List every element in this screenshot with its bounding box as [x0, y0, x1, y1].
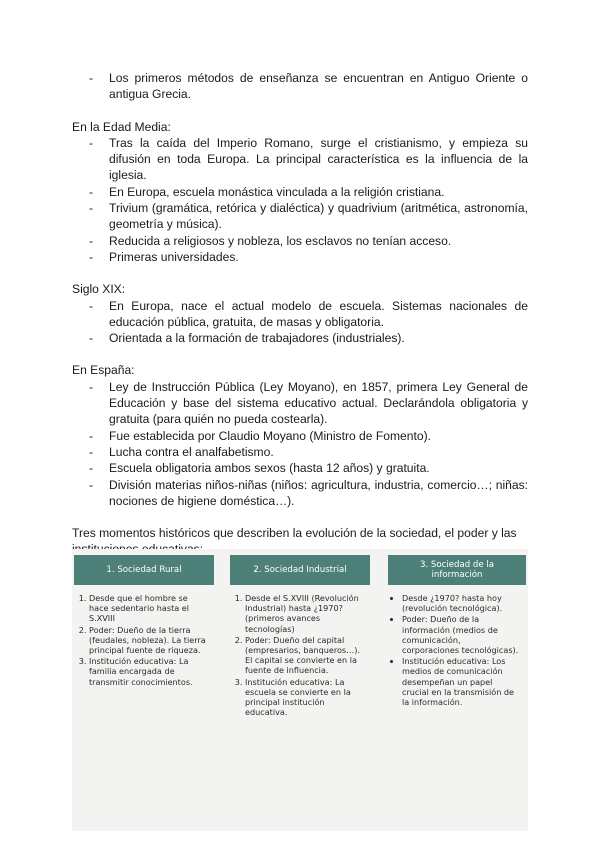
column-item: 2. Poder: Dueño de la tierra (feudales, nobleza). La tierra principal fuente de riqueza. — [89, 625, 208, 656]
society-evolution-figure — [72, 549, 528, 831]
list-item: - Ley de Instrucción Pública (Ley Moyano), en 1857, primera Ley General de Educación y base del sistema educativo actual. Declarándola obligatoria y gratuita (para quién no pueda costearla). — [72, 379, 528, 428]
edad-media-list — [72, 135, 528, 265]
list-item: - Primeras universidades. — [72, 249, 528, 265]
list-item: - Trivium (gramática, retórica y dialéctica) y quadrivium (aritmética, astronomía, geometría y música). — [72, 200, 528, 233]
column-item: • Desde ¿1970? hasta hoy (revolución tecnológica). — [402, 593, 520, 613]
espana-list — [72, 379, 528, 509]
column-sociedad-industrial — [230, 555, 370, 718]
column-title: 1. Sociedad Rural — [74, 555, 214, 585]
list-item: - Los primeros métodos de enseñanza se encuentran en Antiguo Oriente o antigua Grecia. — [72, 70, 528, 103]
column-item: 1. Desde que el hombre se hace sedentario hasta el S.XVIII — [89, 593, 208, 624]
column-sociedad-informacion — [388, 555, 526, 708]
list-item: - En Europa, escuela monástica vinculada a la religión cristiana. — [72, 184, 528, 200]
list-item: - División materias niños-niñas (niños: agricultura, industria, comercio…; niñas: nociones de higiene doméstica…). — [72, 477, 528, 510]
list-item: - Fue establecida por Claudio Moyano (Ministro de Fomento). — [72, 428, 528, 444]
column-item: 1. Desde el S.XVIII (Revolución Industrial) hasta ¿1970? (primeros avances tecnologías) — [245, 593, 364, 634]
list-item: - Lucha contra el analfabetismo. — [72, 444, 528, 460]
column-item: 2. Poder: Dueño del capital (empresarios, banqueros…). El capital se convierte en la fuente de influencia. — [245, 635, 364, 676]
section-heading-edad-media: En la Edad Media: — [72, 119, 171, 134]
column-item: 3. Institución educativa: La escuela se convierte en la principal institución educativa. — [245, 677, 364, 718]
siglo-xix-list — [72, 298, 528, 347]
section-heading-espana: En España: — [72, 363, 135, 378]
list-item: - Reducida a religiosos y nobleza, los esclavos no tenían acceso. — [72, 233, 528, 249]
figure-intro: Tres momentos históricos que describen la evolución de la sociedad, el poder y las — [72, 526, 517, 541]
list-item: - Orientada a la formación de trabajadores (industriales). — [72, 330, 528, 346]
section-heading-siglo-xix: Siglo XIX: — [72, 282, 126, 297]
column-sociedad-rural — [74, 555, 214, 688]
list-item: - Tras la caída del Imperio Romano, surge el cristianismo, y empieza su difusión en toda Europa. La principal característica es la influencia de la iglesia. — [72, 135, 528, 184]
column-title: 2. Sociedad Industrial — [230, 555, 370, 585]
column-item: 3. Institución educativa: La familia encargada de transmitir conocimientos. — [89, 656, 208, 687]
document-body — [72, 70, 528, 558]
intro-list — [72, 70, 528, 103]
column-item: • Institución educativa: Los medios de comunicación desempeñan un papel crucial en la transmisión de la información. — [402, 656, 520, 707]
list-item: - Escuela obligatoria ambos sexos (hasta 12 años) y gratuita. — [72, 460, 528, 476]
list-item: - En Europa, nace el actual modelo de escuela. Sistemas nacionales de educación pública, gratuita, de masas y obligatoria. — [72, 298, 528, 331]
column-item: • Poder: Dueño de la información (medios de comunicación, corporaciones tecnológicas). — [402, 614, 520, 655]
column-title: 3. Sociedad de la información — [388, 555, 526, 585]
